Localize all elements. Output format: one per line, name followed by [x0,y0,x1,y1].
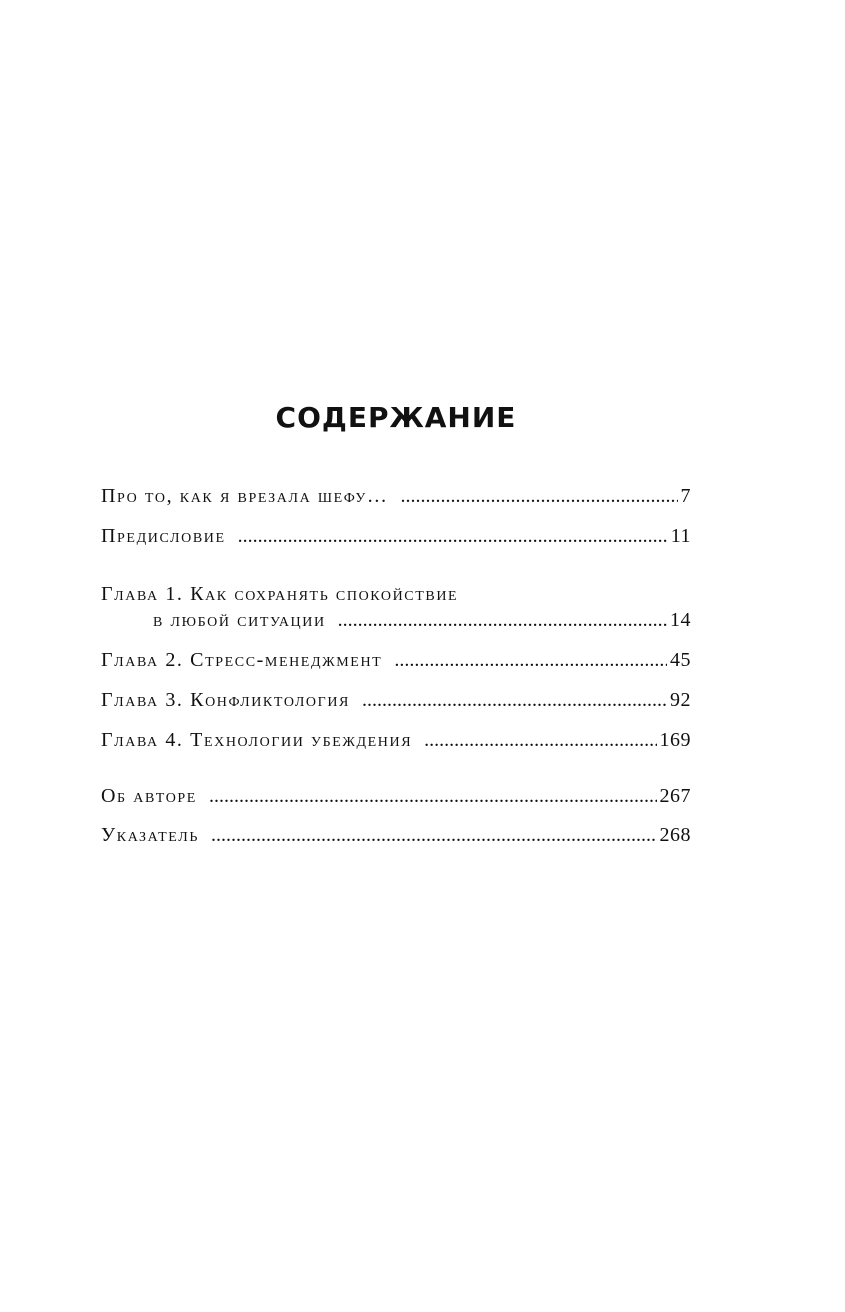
toc-entry-preface[interactable] [101,520,691,552]
toc-entry-page: 92 [670,689,691,711]
toc-entry-chapter-4[interactable] [101,724,691,756]
toc-entry-index[interactable] [101,819,691,851]
toc-entry-page: 45 [670,649,691,671]
toc-entry-intro[interactable] [101,480,691,512]
toc-leader-dots [424,724,656,756]
toc-entry-chapter-3[interactable] [101,684,691,716]
toc-entry-label: Про то, как я врезала шефу… [101,485,389,507]
toc-leader-dots [338,604,667,636]
toc-entry-label: Об авторе [101,785,197,807]
toc-entry-chapter-1[interactable] [101,578,691,636]
toc-entry-label: Предисловие [101,525,226,547]
toc-leader-dots [209,780,657,812]
toc-entry-page: 267 [659,785,691,807]
toc-leader-dots [211,819,656,851]
toc-entry-page: 11 [670,525,691,547]
toc-leader-dots [238,520,668,552]
toc-entry-chapter-2[interactable] [101,644,691,676]
toc-entry-page: 169 [659,729,691,751]
toc-entry-about-author[interactable] [101,780,691,812]
toc-entry-label-line2: в любой ситуации [153,609,326,631]
toc-leader-dots [362,684,667,716]
toc-leader-dots [394,644,667,676]
toc-entry-label: Глава 3. Конфликтология [101,689,350,711]
toc-entry-page: 7 [680,485,691,507]
toc-entry-label: Глава 2. Стресс-менеджмент [101,649,383,671]
toc-entry-page: 268 [659,824,691,846]
toc-entry-page: 14 [670,609,691,631]
toc-entry-label: Глава 4. Технологии убеждения [101,729,413,751]
toc-entry-label: Указатель [101,824,200,846]
toc-entry-label-line1: Глава 1. Как сохранять спокойствие [101,583,459,605]
page-title: СОДЕРЖАНИЕ [275,401,517,434]
toc-leader-dots [400,480,677,512]
